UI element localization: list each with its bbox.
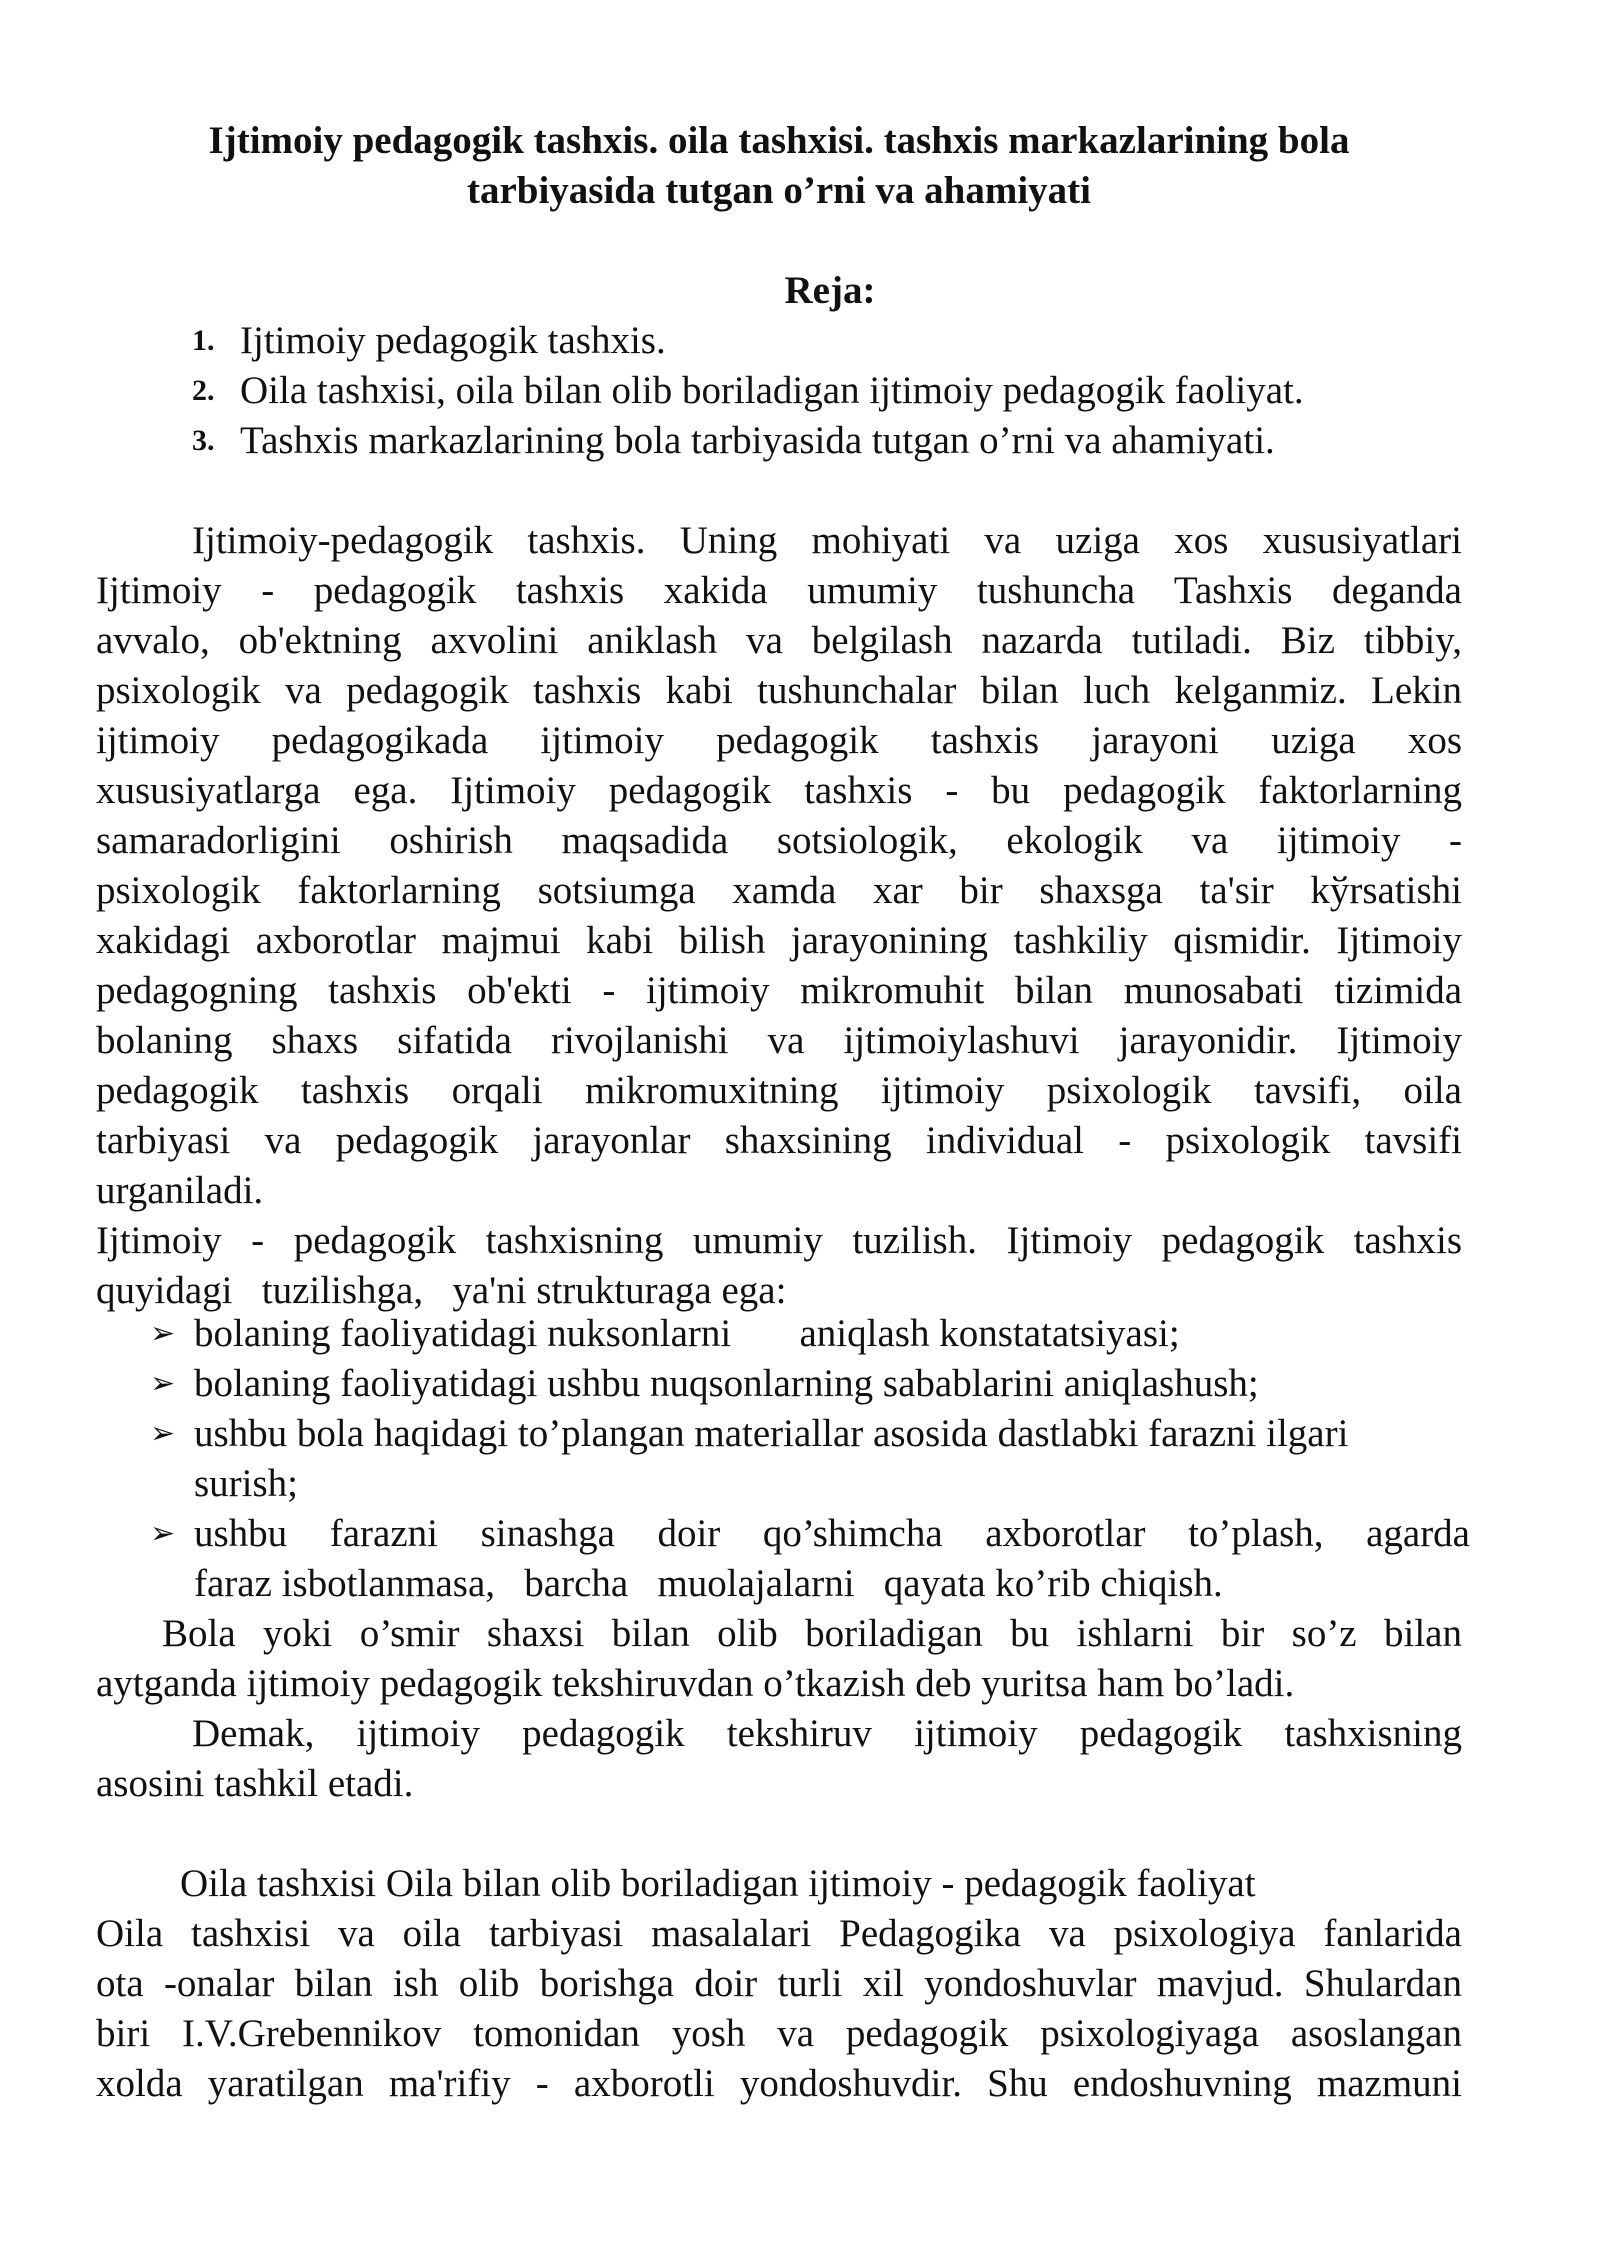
plan-list [192,316,1492,466]
text-line: psixologik faktorlarning sotsiumga xamda xar bir shaxsga ta'sir kўrsatishi [96,869,1462,912]
arrow-bullet-icon: ➢ [150,1516,176,1551]
text-line: xakidagi axborotlar majmui kabi bilish jarayonining tashkiliy qismidir. Ijtimoiy [96,919,1462,962]
text-line: Ijtimoiy - pedagogik tashxis xakida umumiy tushuncha Tashxis deganda [96,569,1462,612]
plan-item-number: 2. [192,374,215,407]
text-line: pedagogning tashxis ob'ekti - ijtimoiy mikromuhit bilan munosabati tizimida [96,969,1462,1012]
bullet-item [150,1359,1470,1409]
plan-item-number: 1. [192,324,215,357]
paragraph-family-diagnosis [96,1859,1462,2109]
text-line: pedagogik tashxis orqali mikromuxitning ijtimoiy psixologik tavsifi, oila [96,1069,1462,1112]
bullet-text: ushbu bola haqidagi to’plangan materiallar asosida dastlabki farazni ilgari [194,1412,1349,1455]
plan-item [192,416,1492,466]
bullet-item [150,1509,1470,1609]
text-line: psixologik va pedagogik tashxis kabi tushunchalar bilan luch kelganmiz. Lekin [96,669,1462,712]
text-line: xolda yaratilgan ma'rifiy - axborotli yondoshuvdir. Shu endoshuvning mazmuni [96,2062,1462,2105]
text-line: asosini tashkil etadi. [96,1762,414,1805]
arrow-bullet-icon: ➢ [150,1316,176,1351]
bullet-text: surish; [194,1462,299,1505]
bullet-item [150,1309,1470,1359]
text-line: Bola yoki o’smir shaxsi bilan olib boriladigan bu ishlarni bir so’z bilan [162,1612,1462,1655]
text-line: biri I.V.Grebennikov tomonidan yosh va pedagogik psixologiyaga asoslangan [96,2012,1462,2055]
text-line: avvalo, ob'ektning axvolini aniklash va belgilash nazarda tutiladi. Biz tibbiy, [96,619,1462,662]
plan-item [192,366,1492,416]
paragraph-diagnosis-overview [96,516,1462,1216]
text-line: samaradorligini oshirish maqsadida sotsiologik, ekologik va ijtimoiy - [96,819,1462,862]
text-line: bolaning shaxs sifatida rivojlanishi va ijtimoiylashuvi jarayonidir. Ijtimoiy [96,1019,1462,1062]
document-title [96,116,1462,216]
plan-item-text: Tashxis markazlarining bola tarbiyasida tutgan o’rni va ahamiyati. [240,419,1275,462]
paragraph-conclusion [96,1709,1462,1809]
arrow-bullet-icon: ➢ [150,1416,176,1451]
bullet-text: bolaning faoliyatidagi ushbu nuqsonlarning sabablarini aniqlashush; [194,1362,1259,1405]
text-line: Oila tashxisi Oila bilan olib boriladigan ijtimoiy - pedagogik faoliyat [180,1862,1256,1905]
text-line: xususiyatlarga ega. Ijtimoiy pedagogik tashxis - bu pedagogik faktorlarning [96,769,1462,812]
plan-item-number: 3. [192,424,215,457]
text-line: aytganda ijtimoiy pedagogik tekshiruvdan o’tkazish deb yuritsa ham bo’ladi. [96,1662,1295,1705]
arrow-bullet-icon: ➢ [150,1366,176,1401]
paragraph-examination [96,1609,1462,1709]
text-line: ota -onalar bilan ish olib borishga doir turli xil yondoshuvlar mavjud. Shulardan [96,1962,1462,2005]
text-line: ijtimoiy pedagogikada ijtimoiy pedagogik tashxis jarayoni uziga xos [96,719,1462,762]
bullet-text: faraz isbotlanmasa, barcha muolajalarni qayata ko’rib chiqish. [194,1562,1223,1605]
paragraph-diagnosis-structure [96,1216,1462,1316]
text-line: tarbiyasi va pedagogik jarayonlar shaxsining individual - psixologik tavsifi [96,1119,1462,1162]
plan-heading: Reja: [784,269,876,312]
text-line: urganiladi. [96,1169,264,1212]
plan-item-text: Oila tashxisi, oila bilan olib boriladigan ijtimoiy pedagogik faoliyat. [240,369,1304,412]
text-line: Demak, ijtimoiy pedagogik tekshiruv ijtimoiy pedagogik tashxisning [192,1712,1462,1755]
text-line: Ijtimoiy-pedagogik tashxis. Uning mohiyati va uziga xos xususiyatlari [192,519,1462,562]
bullet-item [150,1409,1470,1509]
structure-bullet-list [150,1309,1470,1609]
text-line: Ijtimoiy - pedagogik tashxisning umumiy tuzilish. Ijtimoiy pedagogik tashxis [96,1219,1462,1262]
plan-item [192,316,1492,366]
title-line-2: tarbiyasida tutgan o’rni va ahamiyati [466,169,1092,212]
text-line: quyidagi tuzilishga, ya'ni strukturaga ega: [96,1269,787,1312]
bullet-text: ushbu farazni sinashga doir qo’shimcha axborotlar to’plash, agarda [194,1512,1470,1555]
plan-item-text: Ijtimoiy pedagogik tashxis. [240,319,666,362]
title-line-1: Ijtimoiy pedagogik tashxis. oila tashxisi. tashxis markazlarining bola [208,119,1350,162]
bullet-text: bolaning faoliyatidagi nuksonlarni aniqlash konstatatsiyasi; [194,1312,1180,1355]
text-line: Oila tashxisi va oila tarbiyasi masalalari Pedagogika va psixologiya fanlarida [96,1912,1462,1955]
